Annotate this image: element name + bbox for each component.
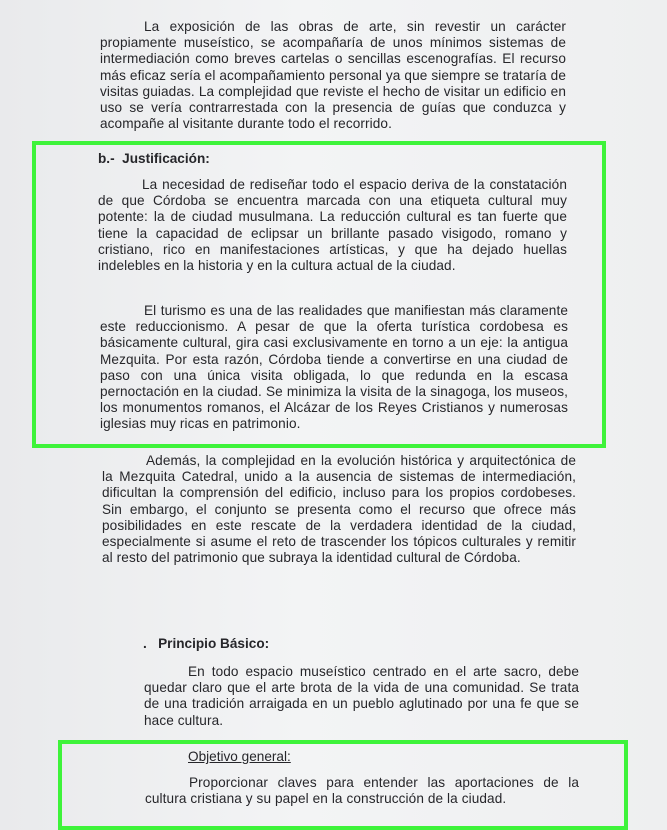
paragraph-proporcionar: Proporcionar claves para entender las aportaciones de la cultura cristiana y su papel en la construcción de la ciudad. — [145, 775, 579, 807]
paragraph-espacio-museistico: En todo espacio museístico centrado en el arte sacro, debe quedar claro que el arte brota de la vida de una comunidad. Se trata de una tradición arraigada en un pueblo aglutinado por una fe que se hace cultura. — [144, 664, 579, 728]
paragraph-exposicion: La exposición de las obras de arte, sin revestir un carácter propiamente museístico, se acompañaría de unos mínimos sistemas de intermediación como breves cartelas o sencillas escenografías. El recurso más eficaz sería el acompañamiento personal ya que siempre se trataría de visitas guiadas. La complejidad que reviste el hecho de visitar un edificio en uso se vería contrarrestada con la presencia de guías que conduzca y acompañe al visitante durante todo el recorrido. — [100, 19, 566, 132]
section-heading-objetivo: Objetivo general: — [188, 749, 291, 764]
paragraph-necesidad: La necesidad de rediseñar todo el espacio deriva de la constatación de que Córdoba se encuentra marcada con una etiqueta cultural muy potente: la de ciudad musulmana. La reducción cultural es tan fuerte que tiene la capacidad de eclipsar un brillante pasado visigodo, romano y cristiano, rico en manifestaciones artísticas, y que ha dejado huellas indelebles en la historia y en la cultura actual de la ciudad. — [98, 177, 567, 274]
section-heading-justificacion: b.- Justificación: — [98, 151, 210, 166]
paragraph-turismo: El turismo es una de las realidades que manifiestan más claramente este reduccionismo. A pesar de que la oferta turística cordobesa es básicamente cultural, gira casi exclusivamente en torno a un eje: la antigua Mezquita. Por esta razón, Córdoba tiende a convertirse en una ciudad de paso con una única visita obligada, lo que redunda en la escasa pernoctación en la ciudad. Se minimiza la visita de la sinagoga, los museos, los monumentos romanos, el Alcázar de los Reyes Cristianos y numerosas iglesias muy ricas en patrimonio. — [100, 303, 568, 432]
section-heading-principio: . Principio Básico: — [143, 636, 270, 651]
paragraph-ademas: Además, la complejidad en la evolución histórica y arquitectónica de la Mezquita Catedral, unido a la ausencia de sistemas de intermediación, dificultan la comprensión del edificio, incluso para los propios cordobeses. Sin embargo, el conjunto se presenta como el recurso que ofrece más posibilidades en este rescate de la verdadera identidad de la ciudad, especialmente si asume el reto de trascender los tópicos culturales y remitir al resto del patrimonio que subraya la identidad cultural de Córdoba. — [102, 453, 576, 566]
